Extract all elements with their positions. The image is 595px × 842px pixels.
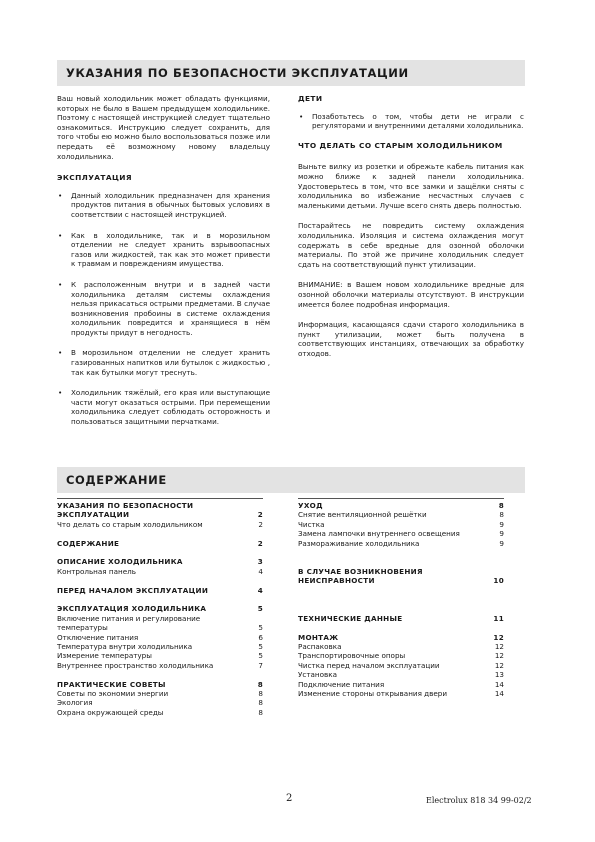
toc-entry-page — [492, 548, 504, 557]
toc-entry-page — [251, 614, 263, 623]
contents-right-rule — [298, 498, 504, 499]
toc-entry-label: Изменение стороны открывания двери — [298, 689, 448, 699]
toc-entry-page — [251, 529, 263, 538]
toc-entry-label: Экология — [57, 698, 93, 708]
toc-entry-page: 9 — [499, 529, 504, 539]
toc-entry — [57, 651, 263, 660]
toc-entry-page: 8 — [257, 679, 263, 689]
toc-entry-label: температуры — [57, 623, 108, 633]
toc-entry — [57, 595, 263, 604]
toc-entry-page: 8 — [258, 698, 263, 708]
toc-entry-label: ЭКСПЛУАТАЦИИ — [57, 510, 130, 520]
toc-entry — [298, 604, 504, 613]
operation-bullet: • Как в холодильнике, так и в морозильном отделении не следует хранить взрывоопасных газов или жидкостей, так как это может привести к травмам и повреждениям имущества. — [57, 231, 270, 269]
toc-entry-label: Включение питания и регулирование — [57, 613, 201, 623]
toc-entry-label: СОДЕРЖАНИЕ — [57, 538, 120, 548]
contents-left-rule — [57, 498, 263, 499]
toc-entry-page: 2 — [257, 510, 263, 520]
toc-entry-label: ТЕХНИЧЕСКИЕ ДАННЫЕ — [298, 613, 403, 623]
toc-entry-page: 11 — [493, 613, 504, 623]
toc-entry-label: Замена лампочки внутреннего освещения — [298, 529, 460, 539]
children-heading: ДЕТИ — [298, 94, 323, 103]
toc-entry — [298, 670, 504, 679]
toc-entry-page: 4 — [258, 566, 263, 576]
toc-entry-page — [492, 586, 504, 595]
toc-entry-page: 6 — [258, 632, 263, 642]
toc-entry-page: 5 — [257, 604, 263, 614]
toc-section-entry — [298, 501, 504, 510]
toc-entry-page: 14 — [494, 689, 504, 699]
toc-entry-page — [251, 595, 263, 604]
toc-entry — [298, 623, 504, 632]
toc-entry-label: Подключение питания — [298, 679, 385, 689]
toc-entry-page: 5 — [258, 642, 263, 652]
toc-entry-label: В СЛУЧАЕ ВОЗНИКНОВЕНИЯ — [298, 566, 423, 576]
old-fridge-paragraphs — [298, 162, 524, 358]
toc-section-entry — [57, 557, 263, 566]
operation-bullet: • К расположенным внутри и в задней части холодильника деталям системы охлаждения нельзя прикасаться острыми предметами. В случае возникновения пробоины в системе охлаждения холодильник повредится и хранящиеся в нём продукты придут в негодность. — [57, 280, 270, 338]
contents-right-list — [298, 501, 504, 698]
toc-entry — [57, 633, 263, 642]
toc-entry-page — [251, 576, 263, 585]
toc-entry-label: ОПИСАНИЕ ХОЛОДИЛЬНИКА — [57, 557, 183, 567]
toc-entry-page: 9 — [499, 519, 504, 529]
toc-entry-label: Охрана окружающей среды — [57, 707, 164, 717]
toc-entry-page — [492, 595, 504, 604]
toc-entry-label: УКАЗАНИЯ ПО БЕЗОПАСНОСТИ — [57, 501, 194, 510]
toc-entry — [298, 595, 504, 604]
safety-left-column — [57, 94, 270, 427]
toc-entry — [57, 614, 263, 623]
page-number: 2 — [286, 793, 293, 804]
toc-entry-page — [251, 501, 263, 510]
toc-entry-label: Чистка — [298, 519, 325, 529]
toc-entry — [298, 586, 504, 595]
contents-header-band — [57, 467, 525, 493]
toc-entry-page — [492, 567, 504, 576]
toc-entry — [57, 689, 263, 698]
toc-entry-page: 8 — [499, 510, 504, 520]
toc-entry-page: 5 — [258, 651, 263, 661]
toc-entry — [298, 689, 504, 698]
operation-bullet: • Данный холодильник предназначен для хранения продуктов питания в обычных бытовых условиях в соответствии с настоящей инструкцией. — [57, 191, 270, 220]
contents-left-list — [57, 501, 263, 717]
toc-entry — [298, 548, 504, 557]
safety-title: УКАЗАНИЯ ПО БЕЗОПАСНОСТИ ЭКСПЛУАТАЦИИ — [66, 66, 409, 80]
toc-entry — [298, 651, 504, 660]
toc-entry-label: Контрольная панель — [57, 566, 136, 576]
toc-entry-label: Чистка перед началом эксплуатации — [298, 660, 440, 670]
toc-entry-page: 2 — [258, 519, 263, 529]
toc-entry — [57, 548, 263, 557]
toc-entry-label: Размораживание холодильника — [298, 538, 420, 548]
toc-entry-page: 8 — [498, 501, 504, 510]
toc-entry — [298, 520, 504, 529]
toc-entry — [298, 661, 504, 670]
toc-entry — [298, 642, 504, 651]
toc-section-entry — [57, 680, 263, 689]
toc-entry-page: 14 — [494, 679, 504, 689]
toc-entry-page — [251, 548, 263, 557]
toc-entry-label: МОНТАЖ — [298, 632, 339, 642]
operation-bullet-list — [57, 191, 270, 427]
toc-section-entry — [298, 614, 504, 623]
toc-entry — [298, 529, 504, 538]
toc-entry-page — [492, 623, 504, 632]
toc-section-entry — [57, 604, 263, 613]
operation-bullet: • Холодильник тяжёлый, его края или выступающие части могут оказаться острыми. При перемещении холодильника следует соблюдать осторожность и пользоваться защитными перчатками. — [57, 388, 270, 426]
toc-entry-label: НЕИСПРАВНОСТИ — [298, 576, 375, 586]
toc-entry-label: Распаковка — [298, 642, 342, 651]
toc-entry-page: 3 — [257, 557, 263, 567]
children-bullet: • Позаботьтесь о том, чтобы дети не играли с регуляторами и внутренними деталями холодильника. — [298, 112, 524, 131]
toc-entry — [298, 557, 504, 566]
toc-entry-page: 12 — [493, 632, 504, 642]
safety-intro: Ваш новый холодильник может обладать функциями, которых не было в Вашем предыдущем холодильнике. Поэтому с настоящей инструкцией следует тщательно ознакомиться. Инструкцию следует сохранить, для того чтобы ею можно было воспользоваться позже или передать её возможному новому владельцу холодильника. — [57, 94, 270, 161]
toc-entry — [57, 623, 263, 632]
toc-entry-label: УХОД — [298, 501, 323, 510]
toc-entry — [298, 539, 504, 548]
toc-entry — [57, 670, 263, 679]
toc-entry — [57, 698, 263, 707]
toc-section-entry — [57, 510, 263, 519]
old-fridge-paragraph: Выньте вилку из розетки и обрежьте кабель питания как можно ближе к задней панели холодильника. Удостоверьтесь в том, что все замки и защёлки сняты с холодильника во избежание несчастных случаев с маленькими детьми. Лучше всего снять дверь полностью. — [298, 162, 524, 210]
toc-entry — [57, 567, 263, 576]
toc-section-entry — [298, 576, 504, 585]
toc-entry-label: Установка — [298, 670, 338, 680]
toc-entry-label: ПЕРЕД НАЧАЛОМ ЭКСПЛУАТАЦИИ — [57, 585, 209, 595]
toc-entry-label: Температура внутри холодильника — [57, 642, 193, 652]
toc-entry-label: ПРАКТИЧЕСКИЕ СОВЕТЫ — [57, 679, 166, 689]
toc-entry-page: 5 — [258, 623, 263, 633]
toc-entry-label: Транспортировочные опоры — [298, 651, 406, 661]
toc-entry-page: 8 — [258, 707, 263, 717]
toc-entry — [298, 510, 504, 519]
toc-section-entry — [298, 567, 504, 576]
contents-title: СОДЕРЖАНИЕ — [66, 473, 167, 487]
toc-entry-page: 4 — [257, 585, 263, 595]
toc-entry-page: 12 — [494, 651, 504, 661]
toc-entry — [57, 529, 263, 538]
toc-section-entry — [57, 539, 263, 548]
toc-entry-page: 7 — [258, 660, 263, 670]
operation-heading: ЭКСПЛУАТАЦИЯ — [57, 173, 132, 183]
toc-entry-page: 10 — [493, 576, 504, 586]
toc-entry-page: 12 — [494, 642, 504, 651]
old-fridge-paragraph: Информация, касающаяся сдачи старого холодильника в пункт утилизации, может быть получена в соответствующих инстанциях, отвечающих за обработку отходов. — [298, 320, 524, 358]
toc-entry-label: Снятие вентиляционной решётки — [298, 510, 427, 520]
toc-entry-page: 8 — [258, 689, 263, 699]
toc-entry-label: Отключение питания — [57, 632, 139, 642]
toc-entry-page: 9 — [499, 538, 504, 548]
toc-entry-label: ЭКСПЛУАТАЦИЯ ХОЛОДИЛЬНИКА — [57, 604, 207, 614]
old-fridge-paragraph: ВНИМАНИЕ: в Вашем новом холодильнике вредные для озонной оболочки материалы отсутствуют. В инструкции имеется более подробная информация. — [298, 280, 524, 309]
toc-entry — [57, 520, 263, 529]
toc-entry-page: 12 — [494, 660, 504, 670]
toc-entry-label: Измерение температуры — [57, 651, 152, 661]
toc-entry-page — [492, 604, 504, 613]
toc-entry-label: Советы по экономии энергии — [57, 689, 169, 699]
toc-entry — [57, 708, 263, 717]
toc-entry-page: 2 — [257, 538, 263, 548]
toc-section-entry — [298, 633, 504, 642]
toc-entry-page — [251, 670, 263, 679]
safety-right-column — [298, 94, 524, 358]
toc-entry — [298, 680, 504, 689]
toc-section-entry — [57, 586, 263, 595]
toc-entry — [57, 661, 263, 670]
toc-entry-label: Внутреннее пространство холодильника — [57, 660, 214, 670]
toc-entry — [57, 642, 263, 651]
toc-section-entry — [57, 501, 263, 510]
old-fridge-heading: ЧТО ДЕЛАТЬ СО СТАРЫМ ХОЛОДИЛЬНИКОМ — [298, 140, 503, 150]
toc-entry-page — [492, 557, 504, 566]
operation-bullet: • В морозильном отделении не следует хранить газированных напитков или бутылок с жидкостью , так как бутылки могут треснуть. — [57, 348, 270, 377]
toc-entry — [57, 576, 263, 585]
old-fridge-paragraph: Постарайтесь не повредить систему охлаждения холодильника. Изоляция и система охлаждения могут содержать в себе вредные для озонной оболочки материалы. По этой же причине холодильник следует сдать на соответствующий пункт утилизации. — [298, 221, 524, 269]
toc-entry-label: Что делать со старым холодильником — [57, 519, 203, 529]
toc-entry-page: 13 — [494, 670, 504, 680]
safety-header-band — [57, 60, 525, 86]
document-code: Electrolux 818 34 99-02/2 — [426, 796, 532, 805]
